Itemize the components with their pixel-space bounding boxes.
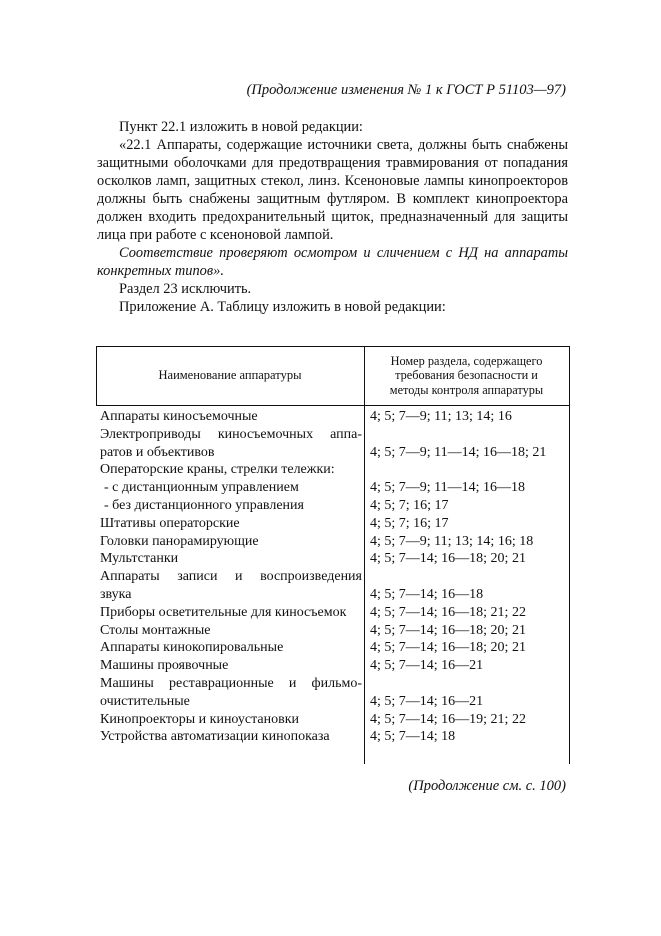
continuation-footer: (Продолжение см. с. 100) — [408, 778, 566, 794]
equipment-name: - с дистанционным управлением — [104, 480, 299, 496]
paragraph-item-22-1: Пункт 22.1 изложить в новой редакции: — [119, 119, 363, 135]
table-row — [96, 675, 569, 711]
section-numbers: 4; 5; 7—14; 16—19; 21; 22 — [370, 711, 526, 727]
table-header-border — [96, 405, 569, 406]
equipment-name: Головки панорамирующие — [100, 533, 259, 549]
equipment-name: Машины проявочные — [100, 658, 229, 674]
paragraph-compliance: Соответствие проверяют осмотром и сличением с НД на аппараты конкретных типов». — [97, 245, 568, 279]
table-right-border — [569, 346, 570, 764]
section-numbers: 4; 5; 7—9; 11; 13; 14; 16 — [370, 409, 512, 424]
table-row — [96, 604, 569, 622]
header-section-line-3: методы контроля аппаратуры — [389, 382, 544, 397]
section-numbers: 4; 5; 7—14; 16—18 — [370, 586, 484, 602]
equipment-name: Приборы осветительные для киносъемок — [100, 604, 347, 620]
paragraph-appendix-a: Приложение А. Таблицу изложить в новой редакции: — [119, 299, 446, 315]
table-row — [96, 622, 569, 640]
section-numbers: 4; 5; 7—14; 16—21 — [370, 658, 484, 674]
section-numbers: 4; 5; 7; 16; 17 — [370, 497, 449, 513]
equipment-name: Мультстанки — [100, 551, 179, 567]
continuation-header: (Продолжение изменения № 1 к ГОСТ Р 51103—97) — [246, 82, 566, 98]
table-row — [96, 408, 569, 426]
header-section-number — [364, 347, 569, 404]
equipment-name: Кинопроекторы и киноустановки — [100, 711, 300, 727]
table-row — [96, 550, 569, 568]
section-numbers: 4; 5; 7—14; 16—18; 20; 21 — [370, 551, 526, 567]
equipment-name: Устройства автоматизации кинопоказа — [100, 729, 330, 745]
equipment-table — [96, 346, 569, 764]
section-numbers: 4; 5; 7; 16; 17 — [370, 515, 449, 531]
paragraph-22-1-text: «22.1 Аппараты, содержащие источники света, должны быть снабжены защитными оболочками для предотвращения травмирования от попадания осколков ламп, защитных стекол, линз. Ксеноновые лампы кинопроекторов должны быть снабжены защитным футляром. В комплект кинопроектора должен входить предохранительный щиток, предназначенный для защиты лица при работе с ксеноновой лампой. — [97, 137, 568, 243]
equipment-name: Операторские краны, стрелки тележки: — [100, 462, 335, 478]
section-numbers: 4; 5; 7—9; 11—14; 16—18; 21 — [370, 444, 547, 460]
section-numbers: 4; 5; 7—9; 11—14; 16—18 — [370, 480, 526, 496]
table-row — [96, 639, 569, 657]
table-row — [96, 728, 569, 746]
paragraph-section-23: Раздел 23 исключить. — [119, 281, 252, 297]
table-row — [96, 657, 569, 675]
table-row — [96, 533, 569, 551]
section-numbers: 4; 5; 7—14; 16—18; 20; 21 — [370, 640, 526, 656]
section-numbers: 4; 5; 7—14; 16—18; 21; 22 — [370, 604, 526, 620]
equipment-name: - без дистанционного управления — [104, 497, 304, 513]
table-row — [96, 568, 569, 604]
table-body — [96, 408, 569, 746]
table-row — [96, 711, 569, 729]
equipment-name: Аппараты кинокопировальные — [100, 640, 284, 656]
section-numbers: 4; 5; 7—14; 16—18; 20; 21 — [370, 622, 526, 638]
equipment-name: Аппараты киносъемочные — [100, 409, 258, 424]
header-section-line-2: требования безопасности и — [395, 368, 538, 383]
table-row — [96, 497, 569, 515]
equipment-name: Электроприводы киносъемочных аппа- ратов и объективов — [100, 426, 362, 460]
equipment-name: Машины реставрационные и фильмо- очистительные — [100, 675, 362, 709]
section-numbers: 4; 5; 7—9; 11; 13; 14; 16; 18 — [370, 533, 534, 549]
equipment-name: Аппараты записи и воспроизведения звука — [100, 569, 362, 602]
table-row — [96, 426, 569, 462]
equipment-name: Столы монтажные — [100, 622, 211, 638]
header-equipment-name: Наименование аппаратуры — [158, 367, 302, 382]
section-numbers: 4; 5; 7—14; 16—21 — [370, 693, 484, 709]
body-text — [97, 118, 568, 316]
equipment-name: Штативы операторские — [100, 515, 240, 531]
table-row — [96, 479, 569, 497]
header-section-line-1: Номер раздела, содержащего — [390, 353, 543, 368]
table-row — [96, 515, 569, 533]
table-row — [96, 461, 569, 479]
section-numbers: 4; 5; 7—14; 18 — [370, 729, 456, 745]
